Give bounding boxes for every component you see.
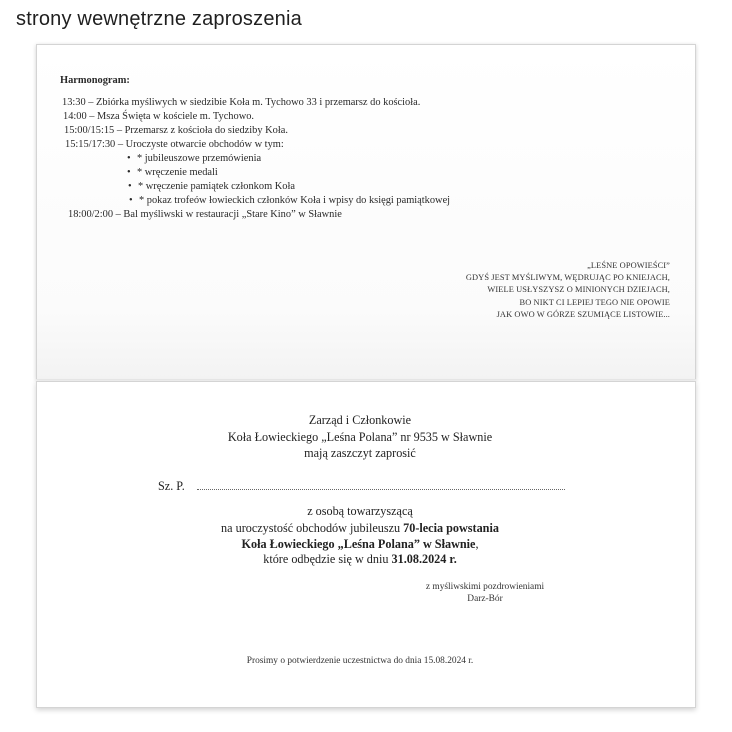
addressee-row: [158, 479, 578, 494]
schedule-bullet: [60, 180, 660, 194]
poem-line: JAK OWO W GÓRZE SZUMIĄCE LISTOWIE...: [496, 309, 670, 319]
regards-line: z myśliwskimi pozdrowieniami: [425, 582, 545, 592]
schedule-bullet: [60, 166, 660, 180]
bullet-text: * wręczenie medali: [137, 167, 218, 178]
invitation-header: [60, 412, 660, 462]
schedule-bullet: [60, 194, 660, 208]
schedule-line: 13:30 – Zbiórka myśliwych w siedzibie Koła m. Tychowo 33 i przemarsz do kościoła.: [62, 97, 421, 108]
regards: [405, 581, 565, 606]
hunting-poem: [466, 260, 670, 321]
schedule-bullet: [60, 152, 660, 166]
schedule-line: 15:00/15:15 – Przemarsz z kościoła do siedziby Koła.: [64, 125, 288, 136]
poem-line: GDYŚ JEST MYŚLIWYM, WĘDRUJĄC PO KNIEJACH,: [465, 273, 670, 283]
schedule-title: Harmonogram:: [60, 75, 130, 86]
page-heading: strony wewnętrzne zaproszenia: [16, 8, 302, 30]
schedule-line: 14:00 – Msza Święta w kościele m. Tychowo.: [63, 111, 254, 122]
event-line: na uroczystość obchodów jubileuszu 70-lecia powstania: [221, 521, 499, 535]
regards-greeting: Darz-Bór: [467, 594, 503, 605]
club-name: Koła Łowieckiego „Leśna Polana” w Sławnie: [241, 536, 476, 551]
anniversary-text: 70-lecia powstania: [403, 521, 499, 535]
addressee-label: Sz. P.: [158, 479, 185, 493]
host-line: Zarząd i Członkowie: [308, 413, 412, 427]
bullet-icon: •: [127, 153, 131, 164]
rsvp-note: Prosimy o potwierdzenie uczestnictwa do dnia 15.08.2024 r.: [246, 656, 474, 666]
poem-line: BO NIKT CI LEPIEJ TEGO NIE OPOWIE: [519, 297, 670, 307]
bullet-text: * wręczenie pamiątek członkom Koła: [138, 181, 295, 192]
schedule-line: 18:00/2:00 – Bal myśliwski w restauracji „Stare Kino” w Sławnie: [68, 209, 342, 220]
bullet-text: * jubileuszowe przemówienia: [137, 153, 262, 164]
date-line: które odbędzie się w dniu 31.08.2024 r.: [263, 552, 457, 567]
club-line: Koła Łowieckiego „Leśna Polana” w Sławnie,: [241, 536, 479, 551]
invitation-body: [60, 521, 660, 568]
schedule: [60, 74, 660, 222]
host-club-line: Koła Łowieckiego „Leśna Polana” nr 9535 w Sławnie: [227, 429, 493, 444]
bullet-icon: •: [127, 167, 131, 178]
poem-title: „LEŚNE OPOWIEŚCI”: [587, 261, 670, 270]
companion-line: z osobą towarzyszącą: [307, 504, 413, 518]
bullet-text: * pokaz trofeów łowieckich członków Koła i wpisy do księgi pamiątkowej: [139, 195, 451, 206]
poem-line: WIELE USŁYSZYSZ O MINIONYCH DZIEJACH,: [487, 285, 670, 295]
invite-phrase: mają zaszczyt zaprosić: [304, 446, 416, 460]
bullet-icon: •: [128, 181, 132, 192]
addressee-blank-line: [197, 480, 565, 490]
schedule-line: 15:15/17:30 – Uroczyste otwarcie obchodów w tym:: [65, 139, 284, 150]
event-date: 31.08.2024 r.: [391, 552, 457, 567]
bullet-icon: •: [129, 195, 133, 206]
